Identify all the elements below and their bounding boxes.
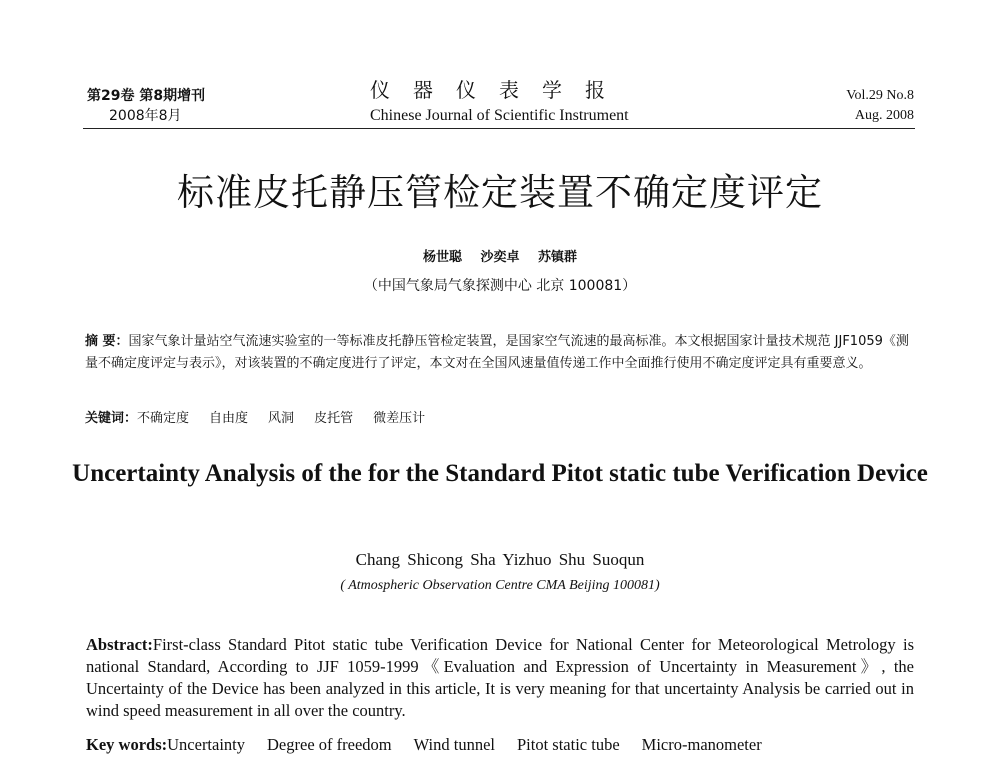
abstract-en-label: Abstract:	[86, 635, 153, 654]
volume-issue: 第29卷 第8期增刊	[87, 88, 206, 104]
authors-en: Chang Shicong Sha Yizhuo Shu Suoqun	[355, 550, 645, 569]
affiliation-cn: （中国气象局气象探测中心 北京 100081）	[363, 278, 637, 294]
affiliation-en: ( Atmospheric Observation Centre CMA Beijing 100081)	[340, 578, 660, 593]
keyword-cn: 不确定度	[137, 411, 190, 426]
abstract-cn	[85, 331, 915, 375]
keyword-en: Micro-manometer	[641, 735, 762, 754]
volume-number-en: Vol.29 No.8	[846, 88, 914, 103]
paper-title-en: Uncertainty Analysis of the for the Standard Pitot static tube Verification Device	[72, 460, 928, 487]
publication-date-en: Aug. 2008	[854, 108, 914, 123]
abstract-en-text: First-class Standard Pitot static tube Verification Device for National Center for Meteorological Metrology is national Standard, According to JJF 1059-1999《Evaluation and Expression of Uncertainty in Measurement》, the Uncertainty of the Device has been analyzed in this article, It is very meaning for that uncertainty Analysis be carried out in wind speed measurement in all over the country.	[86, 635, 914, 720]
keywords-en-label: Key words:	[86, 735, 168, 754]
keywords-cn-label: 关键词：	[85, 411, 138, 426]
keyword-en: Degree of freedom	[267, 735, 392, 754]
journal-title-en: Chinese Journal of Scientific Instrument	[370, 107, 629, 124]
abstract-cn-label: 摘 要：	[85, 334, 129, 349]
abstract-en	[86, 634, 914, 722]
publication-date-cn: 2008年8月	[109, 108, 182, 124]
journal-title-cn: 仪器仪表学报	[370, 78, 628, 102]
abstract-cn-text: 国家气象计量站空气流速实验室的一等标准皮托静压管检定装置，是国家空气流速的最高标准。本文根据国家计量技术规范 JJF1059《测量不确定度评定与表示》，对该装置的不确定度进行了评定，本文对在全国风速量值传递工作中全面推行使用不确定度评定具有重要意义。	[85, 334, 909, 371]
keyword-cn: 皮托管	[314, 411, 354, 426]
header-rule	[83, 128, 915, 129]
keywords-en	[86, 734, 914, 756]
keyword-cn: 微差压计	[373, 411, 426, 426]
keyword-en: Uncertainty	[167, 735, 246, 754]
keywords-cn	[85, 408, 915, 430]
keyword-cn: 自由度	[209, 411, 249, 426]
paper-title-cn: 标准皮托静压管检定装置不确定度评定	[177, 171, 823, 214]
keyword-en: Wind tunnel	[413, 735, 495, 754]
authors-cn: 杨世聪 沙奕卓 苏镇群	[422, 250, 578, 265]
keyword-cn: 风洞	[268, 411, 295, 426]
keyword-en: Pitot static tube	[517, 735, 620, 754]
